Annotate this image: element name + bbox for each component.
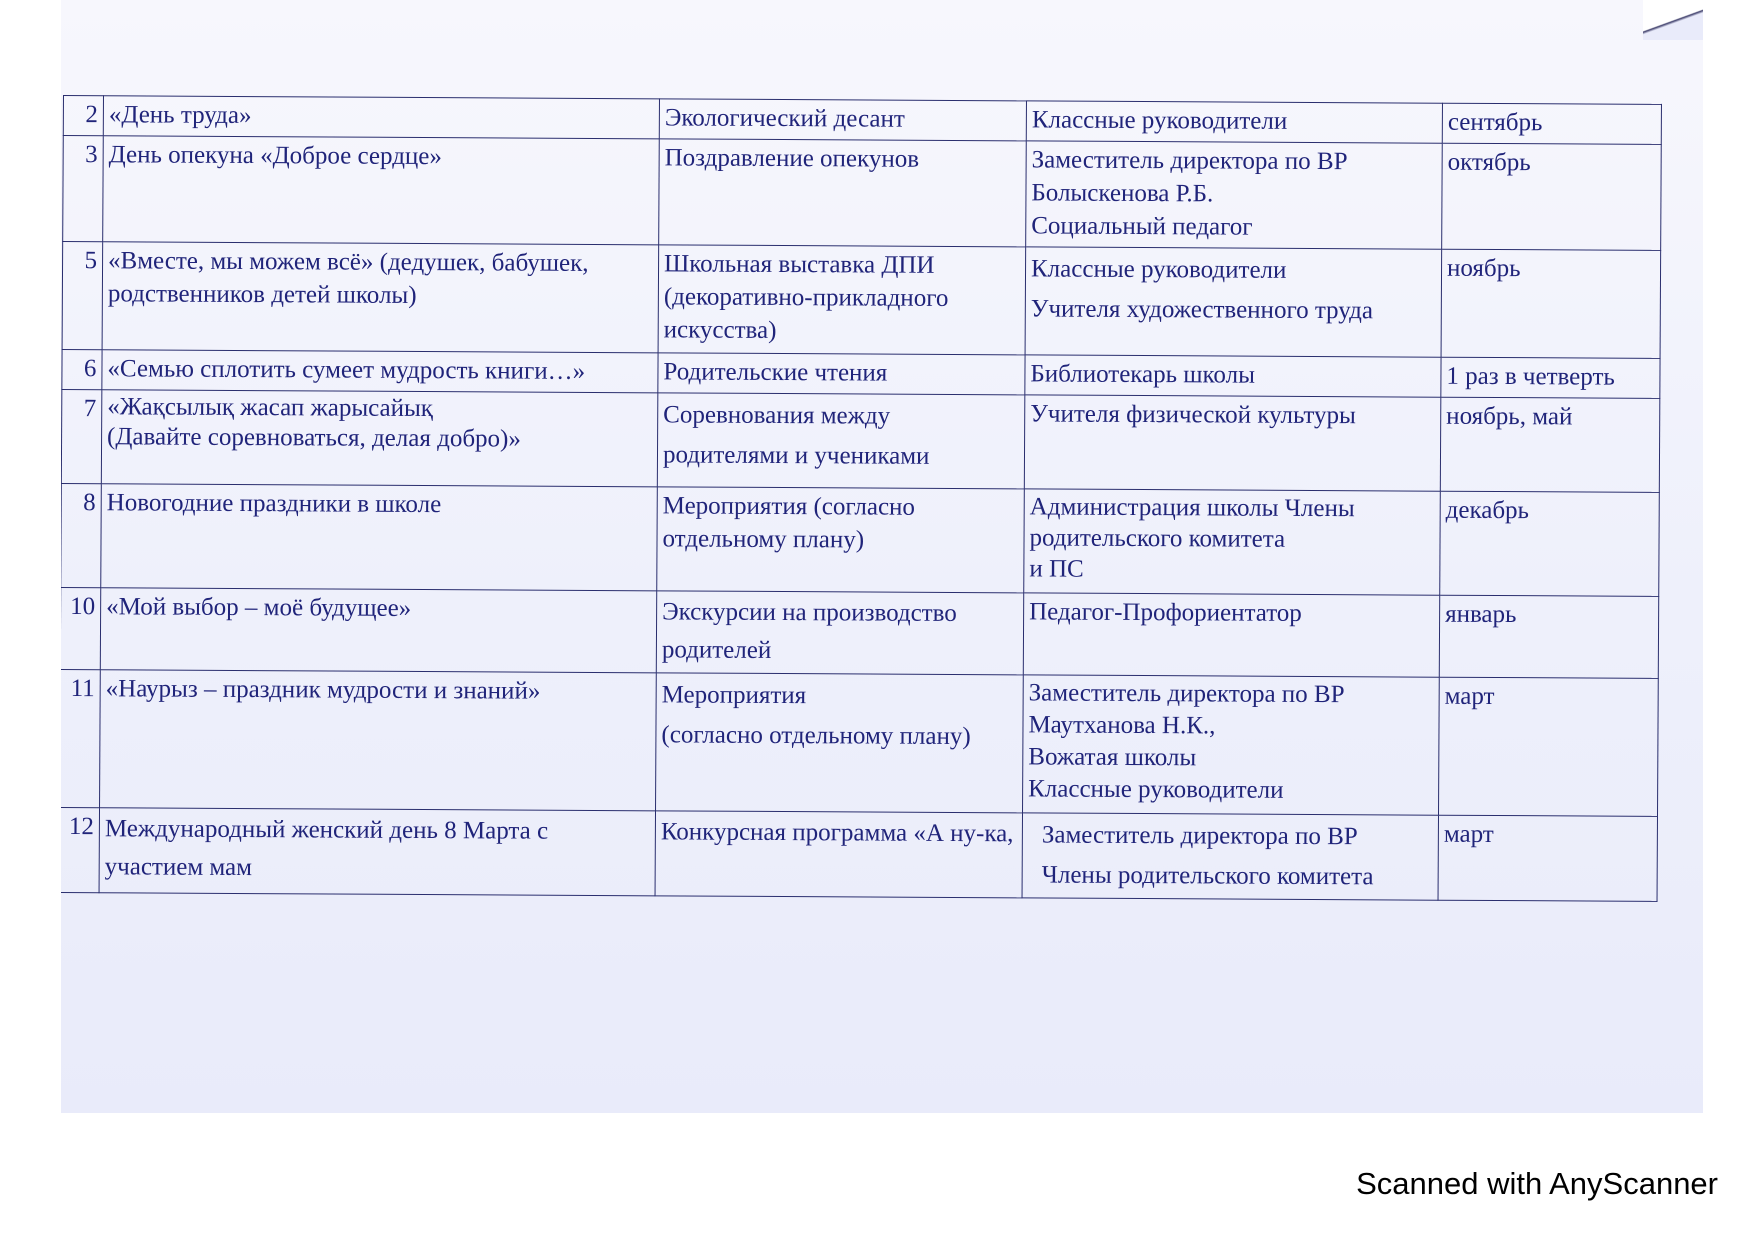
row-number: 7	[61, 389, 102, 483]
event-name: «Вместе, мы можем всё» (дедушек, бабушек, родственников детей школы)	[102, 242, 659, 353]
row-number: 6	[62, 349, 102, 389]
row-number: 8	[61, 483, 101, 587]
table-row	[61, 483, 1659, 596]
responsible-text: Заместитель директора по ВР Маутханова Н.К., Вожатая школы Классные руководители	[1028, 679, 1345, 804]
responsible	[1022, 813, 1438, 900]
row-number: 3	[63, 136, 104, 242]
event-date: сентябрь	[1442, 103, 1661, 144]
event-date: март	[1438, 815, 1657, 901]
event-name: Новогодние праздники в школе	[101, 484, 658, 591]
scanner-watermark: Scanned with AnyScanner	[1356, 1166, 1718, 1201]
responsible	[1026, 141, 1443, 249]
table-row	[61, 669, 1658, 816]
responsible	[1025, 247, 1442, 357]
event-name: «Наурыз – праздник мудрости и знаний»	[100, 670, 657, 811]
event-date: 1 раз в четверть	[1441, 357, 1660, 398]
event-form: Мероприятия (согласно отдельному плану)	[657, 487, 1025, 593]
responsible: Педагог-Профориентатор	[1023, 593, 1439, 677]
responsible	[1023, 675, 1440, 815]
event-date: октябрь	[1442, 143, 1662, 250]
event-date: ноябрь	[1441, 249, 1661, 358]
event-date: март	[1438, 677, 1658, 816]
scanned-page	[61, 0, 1703, 1113]
event-form: Экологический десант	[659, 99, 1026, 141]
event-name	[101, 390, 658, 487]
table-row	[61, 587, 1659, 678]
event-name: Международный женский день 8 Марта с участием мам	[99, 808, 655, 896]
event-name: «Семью сплотить сумеет мудрость книги…»	[102, 350, 658, 393]
event-name: «Мой выбор – моё будущее»	[100, 588, 656, 673]
row-number: 2	[63, 96, 103, 136]
table-row	[62, 242, 1661, 359]
table-row	[61, 389, 1660, 492]
event-date: ноябрь, май	[1440, 397, 1660, 492]
responsible-text: Заместитель директора по ВР Болыскенова Р.Б. Социальный педагог	[1031, 146, 1348, 241]
event-form: Родительские чтения	[658, 353, 1025, 395]
responsible: Библиотекарь школы	[1025, 355, 1441, 397]
event-form	[657, 393, 1025, 489]
event-name-text: «Жақсылық жасап жарысайық (Давайте соревноваться, делая добро)»	[107, 393, 521, 453]
row-number: 5	[62, 242, 103, 350]
event-name: «День труда»	[103, 96, 659, 139]
page-corner-fold	[1643, 0, 1703, 40]
event-form	[656, 591, 1023, 675]
event-form-text: Экскурсии на производство родителей	[661, 598, 957, 664]
events-plan-table	[61, 95, 1662, 902]
event-date: январь	[1439, 595, 1658, 678]
event-form-text: Соревнования между родителями и учениками	[662, 401, 930, 470]
row-number: 12	[61, 807, 100, 892]
event-form-text: Мероприятия (согласно отдельному плану)	[661, 681, 971, 751]
plan-table-wrap	[61, 95, 1661, 902]
event-form	[656, 673, 1024, 813]
table-row	[61, 807, 1657, 901]
responsible-text: Классные руководители Учителя художественного труда	[1030, 255, 1374, 325]
row-number: 11	[61, 669, 100, 807]
row-number: 10	[61, 587, 101, 669]
responsible: Учителя физической культуры	[1024, 395, 1441, 491]
responsible-text: Администрация школы Члены родительского комитета и ПС	[1029, 493, 1355, 583]
event-form: Поздравление опекунов	[659, 139, 1027, 247]
event-name: День опекуна «Доброе сердце»	[103, 136, 660, 245]
responsible-text: Заместитель директора по ВР Члены родительского комитета	[1041, 821, 1374, 891]
event-form: Школьная выставка ДПИ (декоративно-прикладного искусства)	[658, 245, 1026, 355]
table-row	[63, 136, 1662, 251]
event-date: декабрь	[1440, 491, 1660, 596]
event-form: Конкурсная программа «А ну-ка,	[655, 811, 1022, 898]
responsible	[1024, 489, 1441, 595]
responsible: Классные руководители	[1026, 101, 1442, 143]
